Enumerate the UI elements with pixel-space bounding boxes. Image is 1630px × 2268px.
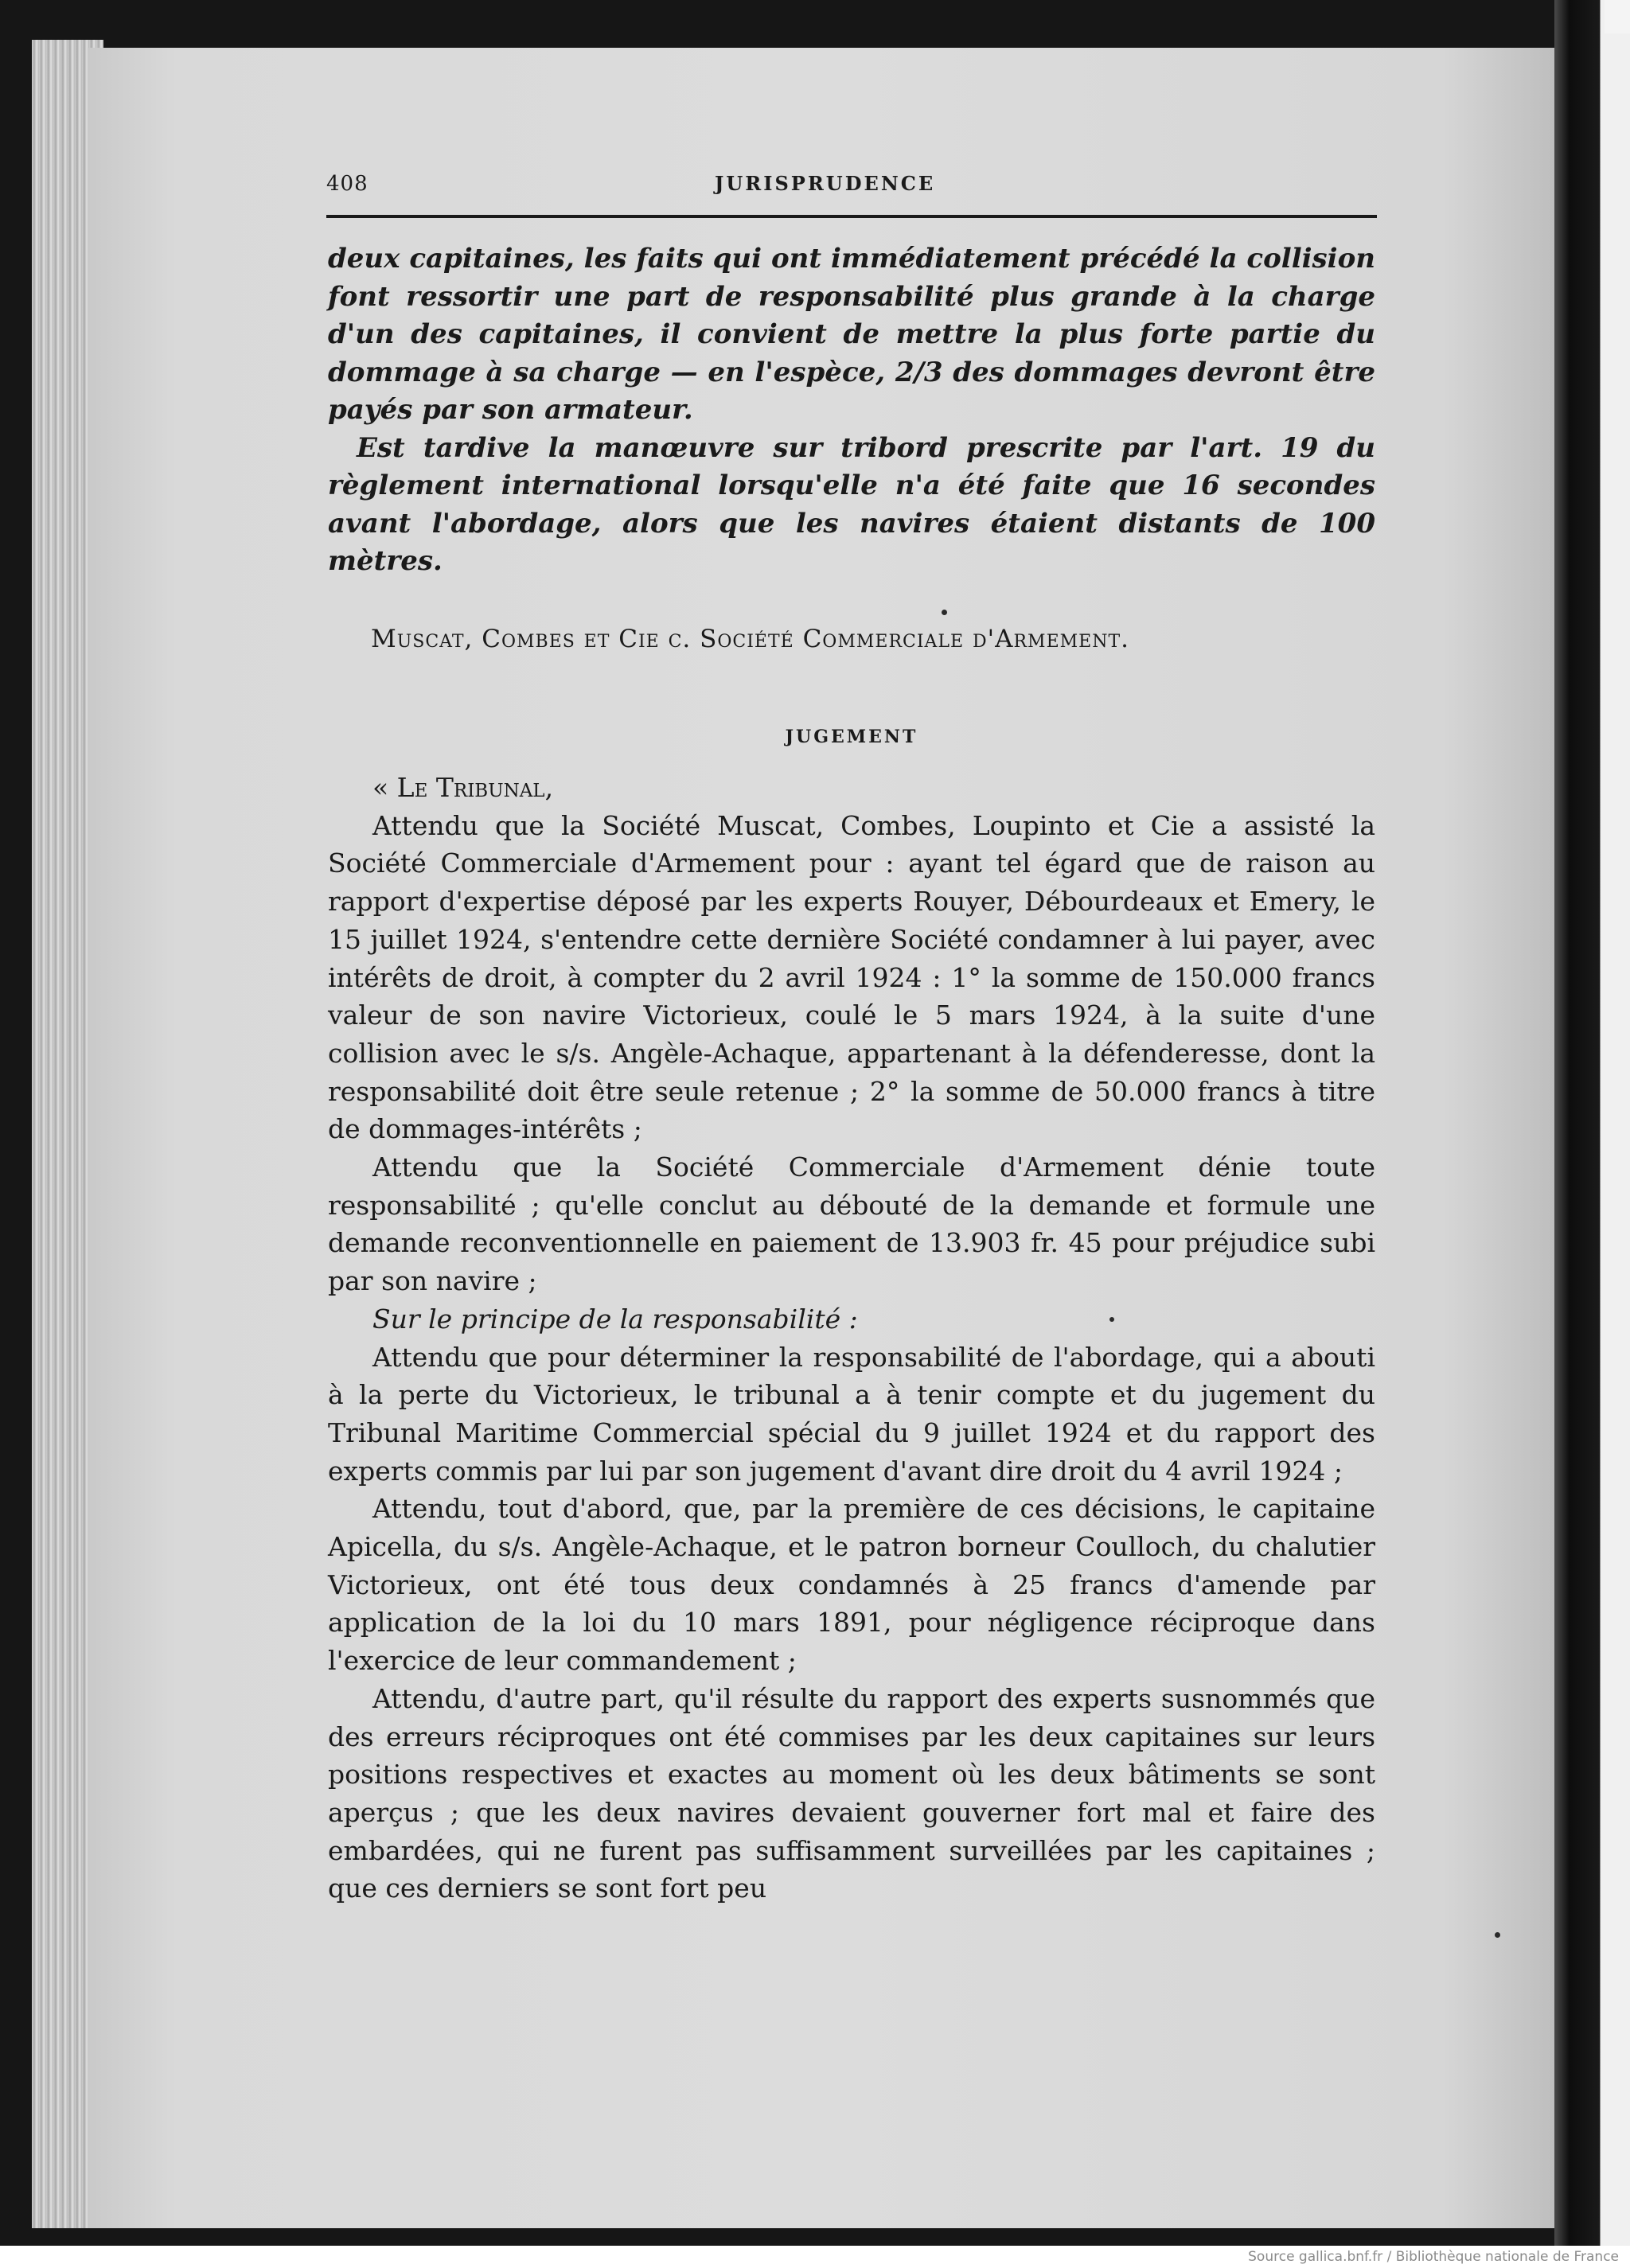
source-credit: Source gallica.bnf.fr / Bibliothèque nationale de France	[1248, 2249, 1619, 2265]
page-number: 408	[326, 172, 369, 196]
judgement-paragraph: Attendu que pour déterminer la responsabilité de l'abordage, qui a abouti à la perte du Victorieux, le tribunal a à tenir compte et du jugement du Tribunal Maritime Commercial spécial du 9 juillet 1924 et du rapport des experts commis par lui par son jugement d'avant dire droit du 4 avril 1924 ;	[328, 1341, 1375, 1487]
summary-paragraph: Est tardive la manœuvre sur tribord prescrite par l'art. 19 du règlement international lorsqu'elle n'a été faite que 16 secondes avant l'abordage, alors que les navires étaient distants de 100 mètres.	[328, 431, 1375, 577]
case-summary	[328, 240, 1375, 581]
judgement-paragraph: Attendu, tout d'abord, que, par la première de ces décisions, le capitaine Apicella, du s/s. Angèle-Achaque, et le patron borneur Coulloch, du chalutier Victorieux, ont été tous deux condamnés à 25 francs d'amende par application de la loi du 10 mars 1891, pour négligence réciproque dans l'exercice de leur commandement ;	[328, 1493, 1375, 1677]
judgement-heading: JUGEMENT	[785, 727, 918, 747]
summary-paragraph: deux capitaines, les faits qui ont immédiatement précédé la collision font ressortir une part de responsabilité plus grande à la charge d'un des capitaines, il convient de mettre la plus forte partie du dommage à sa charge — en l'espèce, 2/3 des dommages devront être payés par son armateur.	[328, 243, 1375, 426]
judgement-paragraph: Attendu, d'autre part, qu'il résulte du rapport des experts susnommés que des erreurs réciproques ont été commises par les deux capitaines sur leurs positions respectives et exactes au moment où les deux bâtiments se sont aperçus ; que les deux navires devaient gouverner fort mal et faire des embardées, qui ne furent pas suffisamment surveillées par les capitaines ; que ces derniers se sont fort peu	[328, 1682, 1375, 1904]
header-rule	[326, 215, 1377, 218]
judgement-subheading: Sur le principe de la responsabilité :	[372, 1303, 858, 1335]
scan-right-margin	[1554, 0, 1630, 2246]
judgement-paragraph: Attendu que la Société Commerciale d'Armement dénie toute responsabilité ; qu'elle conclut au débouté de la demande et formule une demande reconventionnelle en paiement de 13.903 fr. 45 pour préjudice subi par son navire ;	[328, 1152, 1375, 1297]
scan-speck	[1495, 1932, 1500, 1938]
judgement-opening: « Le Tribunal,	[372, 772, 554, 803]
case-parties: Muscat, Combes et Cie c. Société Commerciale d'Armement.	[371, 625, 1130, 653]
judgement-body	[328, 769, 1375, 1908]
scan-corner	[1605, 0, 1630, 33]
running-header	[326, 172, 1377, 204]
scan-speck	[1109, 1317, 1114, 1322]
scan-speck	[942, 610, 947, 615]
running-title: JURISPRUDENCE	[715, 172, 936, 195]
judgement-paragraph: Attendu que la Société Muscat, Combes, Loupinto et Cie a assisté la Société Commerciale d'Armement pour : ayant tel égard que de raison au rapport d'expertise déposé par les experts Rouyer, Débourdeaux et Emery, le 15 juillet 1924, s'entendre cette dernière Société condamner à lui payer, avec intérêts de droit, à compter du 2 avril 1924 : 1° la somme de 150.000 francs valeur de son navire Victorieux, coulé le 5 mars 1924, à la suite d'une collision avec le s/s. Angèle-Achaque, appartenant à la défenderesse, dont la responsabilité doit être seule retenue ; 2° la somme de 50.000 francs à titre de dommages-intérêts ;	[328, 809, 1375, 1145]
